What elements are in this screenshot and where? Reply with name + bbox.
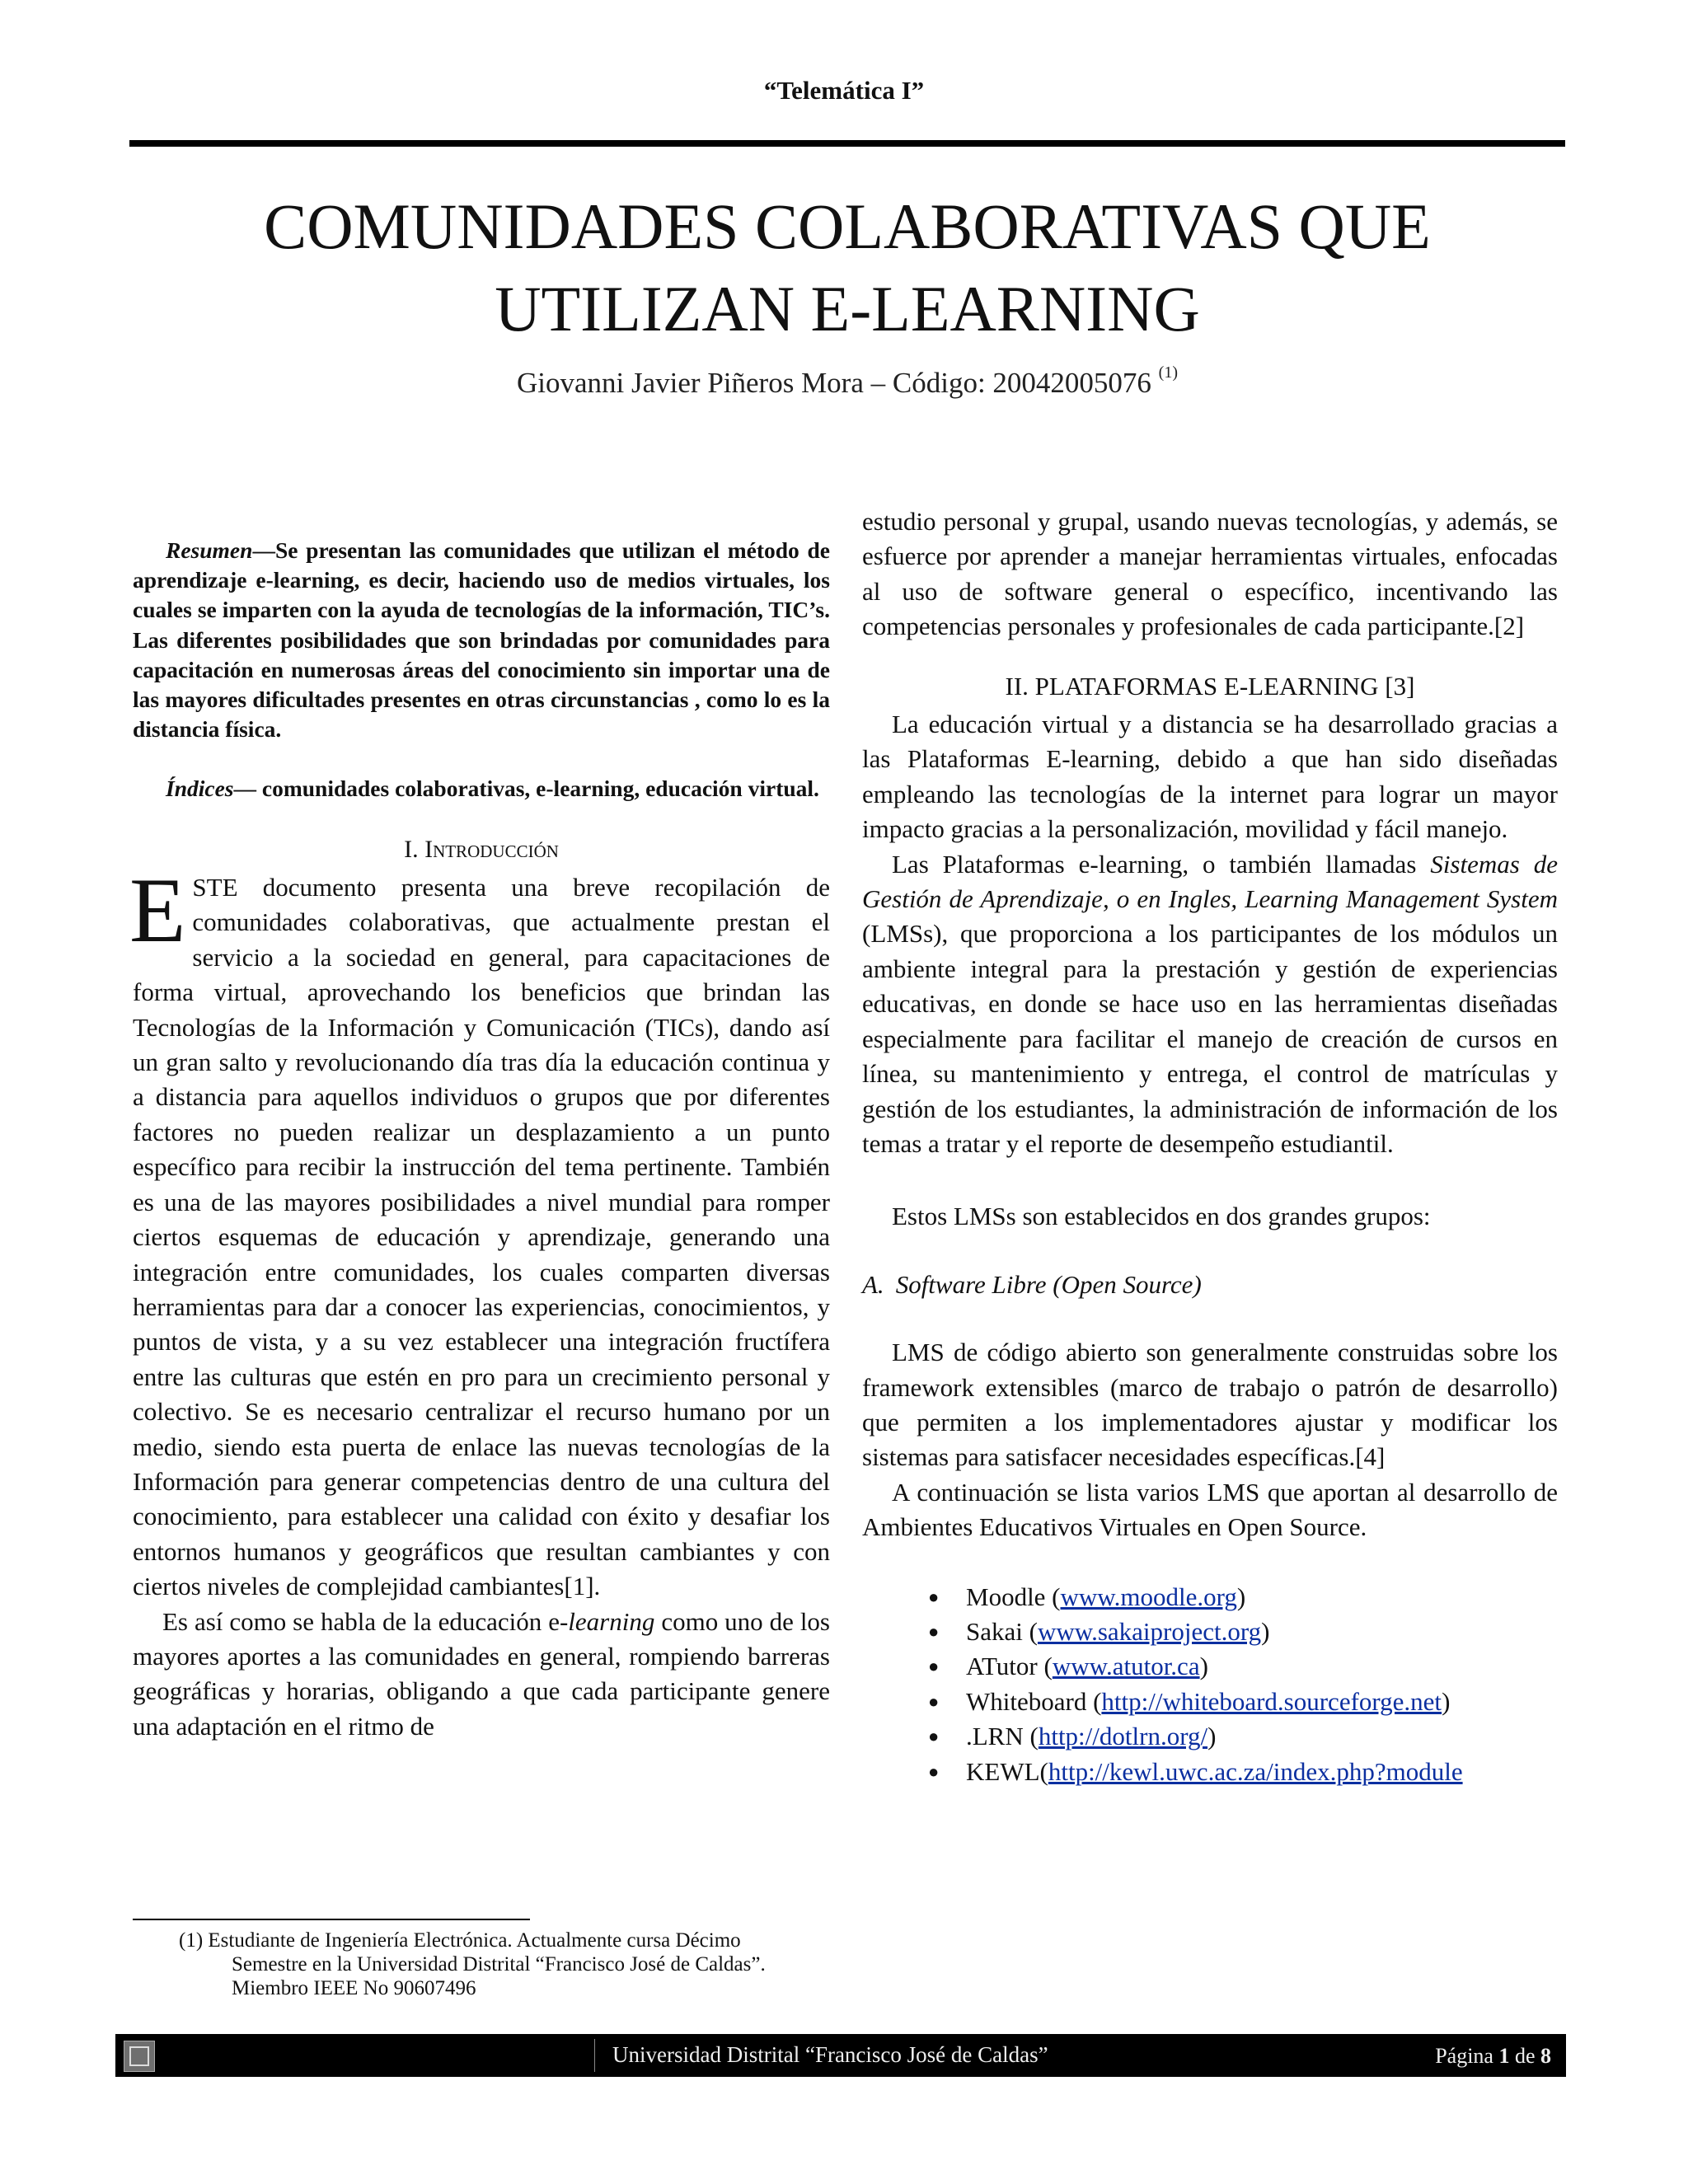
footnote-line-2: Semestre en la Universidad Distrital “Francisco José de Caldas”. bbox=[232, 1953, 766, 1975]
open-source-paragraph-1: LMS de código abierto son generalmente construidas sobre los framework extensibles (marco de trabajo o patrón de desarrollo) que permiten a los implementadores ajustar y modificar los sistemas para satisfacer necesidades específicas.[4] bbox=[862, 1338, 1558, 1472]
list-item bbox=[928, 1719, 1558, 1754]
paper-title bbox=[129, 185, 1565, 350]
total-pages: 8 bbox=[1540, 2044, 1551, 2068]
lms-name: ATutor ( bbox=[966, 1652, 1053, 1681]
footnote-line-1: (1) Estudiante de Ingeniería Electrónica. Actualmente cursa Décimo bbox=[179, 1929, 741, 1952]
subsection-letter: A. bbox=[862, 1269, 884, 1299]
lms-name: Sakai ( bbox=[966, 1616, 1038, 1646]
title-line-1: COMUNIDADES COLABORATIVAS QUE bbox=[264, 190, 1431, 262]
subsection-title: Software Libre (Open Source) bbox=[895, 1269, 1202, 1299]
lms-link[interactable]: http://kewl.uwc.ac.za/index.php?module bbox=[1048, 1756, 1463, 1786]
plataformas-paragraph-1: La educación virtual y a distancia se ha desarrollado gracias a las Plataformas E-learning, debido a que han sido diseñadas empleando las tecnologías de la internet para lograr un mayor impacto gracias a la personalización, movilidad y fácil manejo. bbox=[862, 710, 1558, 844]
list-item bbox=[928, 1580, 1558, 1615]
plataformas-paragraph-3: Estos LMSs son establecidos en dos grandes grupos: bbox=[892, 1202, 1431, 1231]
bullet-icon: ● bbox=[928, 1586, 940, 1607]
keywords bbox=[133, 774, 830, 804]
author-line bbox=[129, 363, 1565, 400]
plataformas-paragraph-2-b: (LMSs), que proporciona a los participantes de los módulos un ambiente integral para la prestación y gestión de experiencias educativas, en donde se hace uso en las herramientas diseñadas especialmente para facilitar el manejo de creación de cursos en línea, su mantenimiento y entrega, el control de matrículas y gestión de los estudiantes, la administración de información de los temas a tratar y el reporte de desempeño estudiantil. bbox=[862, 919, 1558, 1158]
lms-link[interactable]: http://dotlrn.org/ bbox=[1038, 1722, 1208, 1751]
abstract-text: Se presentan las comunidades que utilizan el método de aprendizaje e-learning, es decir, haciendo uso de medios virtuales, los cuales se imparten con la ayuda de tecnologías de la información, TIC’s. Las diferentes posibilidades que son brindadas por comunidades para capacitación en numerosas áreas del conocimiento sin importar una de las mayores dificultades presentes en otras circunstancias , como lo es la distancia física. bbox=[133, 537, 830, 743]
current-page: 1 bbox=[1498, 2044, 1510, 2068]
intro-paragraph-2 bbox=[133, 1605, 830, 1745]
section-number: I. bbox=[404, 835, 419, 863]
bullet-icon: ● bbox=[928, 1656, 940, 1677]
footnote bbox=[133, 1929, 830, 2000]
list-item bbox=[928, 1615, 1558, 1649]
lms-close: ) bbox=[1199, 1652, 1208, 1681]
list-item bbox=[928, 1649, 1558, 1684]
lms-list bbox=[862, 1580, 1558, 1789]
lms-close: ) bbox=[1261, 1616, 1270, 1646]
university-logo-icon bbox=[124, 2041, 155, 2072]
keywords-label: Índices bbox=[166, 776, 234, 802]
plataformas-paragraph-2-italic: Sistemas de Gestión de Aprendizaje, o en Ingles, Learning Management System bbox=[862, 849, 1558, 914]
footnote-line-3: Miembro IEEE No 90607496 bbox=[232, 1977, 476, 1999]
lms-name: Moodle ( bbox=[966, 1582, 1061, 1611]
open-source-paragraph-2: A continuación se lista varios LMS que aportan al desarrollo de Ambientes Educativos Virtuales en Open Source. bbox=[862, 1477, 1558, 1542]
lms-name: .LRN ( bbox=[966, 1722, 1039, 1751]
footnote-rule bbox=[133, 1919, 530, 1920]
intro-paragraph-2-b: como uno de los mayores aportes a las comunidades en general, rompiendo barreras geográficas y horarias, obligando a que cada participante genere una adaptación en el ritmo de bbox=[133, 1606, 830, 1741]
lms-close: ) bbox=[1207, 1722, 1217, 1751]
page-number bbox=[1435, 2044, 1551, 2069]
bullet-icon: ● bbox=[928, 1620, 940, 1642]
bullet-icon: ● bbox=[928, 1760, 940, 1782]
bullet-icon: ● bbox=[928, 1690, 940, 1712]
abstract bbox=[133, 536, 830, 744]
right-column bbox=[862, 504, 1558, 1789]
section-heading-plataformas: II. PLATAFORMAS E-LEARNING [3] bbox=[1005, 671, 1415, 701]
lms-name: Whiteboard ( bbox=[966, 1686, 1102, 1716]
plataformas-paragraph-2-a: Las Plataformas e-learning, o también llamadas bbox=[892, 849, 1431, 879]
bullet-icon: ● bbox=[928, 1726, 940, 1747]
footer-university: Universidad Distrital “Francisco José de Caldas” bbox=[612, 2042, 1048, 2067]
lms-link[interactable]: www.moodle.org bbox=[1060, 1582, 1237, 1611]
subsection-heading-open-source bbox=[862, 1268, 1558, 1302]
list-item bbox=[928, 1755, 1558, 1789]
plataformas-paragraph-2 bbox=[862, 847, 1558, 1162]
abstract-dash: — bbox=[252, 537, 275, 563]
lms-link[interactable]: www.sakaiproject.org bbox=[1037, 1616, 1262, 1646]
page-footer bbox=[115, 2034, 1566, 2077]
continuation-paragraph: estudio personal y grupal, usando nuevas tecnologías, y además, se esfuerce por aprender a manejar herramientas virtuales, enfocadas al uso de software general o específico, incentivando las competencias personales y profesionales de cada participante.[2] bbox=[862, 507, 1558, 641]
section-heading-introduccion bbox=[133, 832, 830, 867]
intro-paragraph-2-italic: learning bbox=[568, 1606, 655, 1636]
list-item bbox=[928, 1685, 1558, 1719]
left-column bbox=[129, 536, 830, 1744]
keywords-text: comunidades colaborativas, e-learning, educación virtual. bbox=[256, 776, 819, 802]
intro-paragraph-1 bbox=[129, 860, 830, 1605]
of-word: de bbox=[1509, 2044, 1540, 2068]
lms-close: ) bbox=[1236, 1582, 1246, 1611]
lms-link[interactable]: www.atutor.ca bbox=[1052, 1652, 1200, 1681]
keywords-dash: — bbox=[233, 776, 256, 802]
lms-name: KEWL( bbox=[966, 1756, 1048, 1786]
intro-paragraph-1-text: STE documento presenta una breve recopilación de comunidades colaborativas, que actualmente prestan el servicio a la sociedad en general, para capacitaciones de forma virtual, aprovechando los beneficios que brindan las Tecnologías de la Información y Comunicación (TICs), dando así un gran salto y revolucionando día tras día la educación continua y a distancia para aquellos individuos o grupos que por diferentes factores no pueden realizar un desplazamiento a un punto específico para recibir la instrucción del tema pertinente. También es una de las mayores posibilidades a nivel mundial para romper ciertos esquemas de educación y aprendizaje, generando una integración entre comunidades, los cuales comparten diversas herramientas para dar a conocer las experiencias, conocimientos, y puntos de vista, y a su vez establecer una integración fructífera entre las culturas que estén en pro para un crecimiento personal y colectivo. Se es necesario centralizar el recurso humano por un medio, siendo esta puerta de enlace las nuevas tecnologías de la Información para generar competencias dentro de una cultura del conocimiento, para establecer una calidad con éxito y desafiar los entornos humanos y geográficos que resultan cambiantes y con ciertos niveles de complejidad cambiantes[1]. bbox=[133, 873, 830, 1601]
abstract-label: Resumen bbox=[166, 537, 253, 563]
author-name: Giovanni Javier Piñeros Mora – Código: 20042005076 bbox=[516, 367, 1151, 399]
footer-divider bbox=[594, 2039, 595, 2072]
lms-link[interactable]: http://whiteboard.sourceforge.net bbox=[1101, 1686, 1442, 1716]
lms-close: ) bbox=[1442, 1686, 1451, 1716]
header-rule bbox=[129, 140, 1565, 147]
author-footnote-marker: (1) bbox=[1158, 363, 1178, 382]
intro-paragraph-2-a: Es así como se habla de la educación e- bbox=[162, 1606, 569, 1636]
running-head: “Telemática I” bbox=[763, 76, 925, 105]
section-title: Introducción bbox=[424, 835, 559, 863]
drop-cap: E bbox=[129, 860, 186, 963]
title-line-2: UTILIZAN E-LEARNING bbox=[495, 273, 1200, 344]
page-word: Página bbox=[1435, 2044, 1499, 2068]
